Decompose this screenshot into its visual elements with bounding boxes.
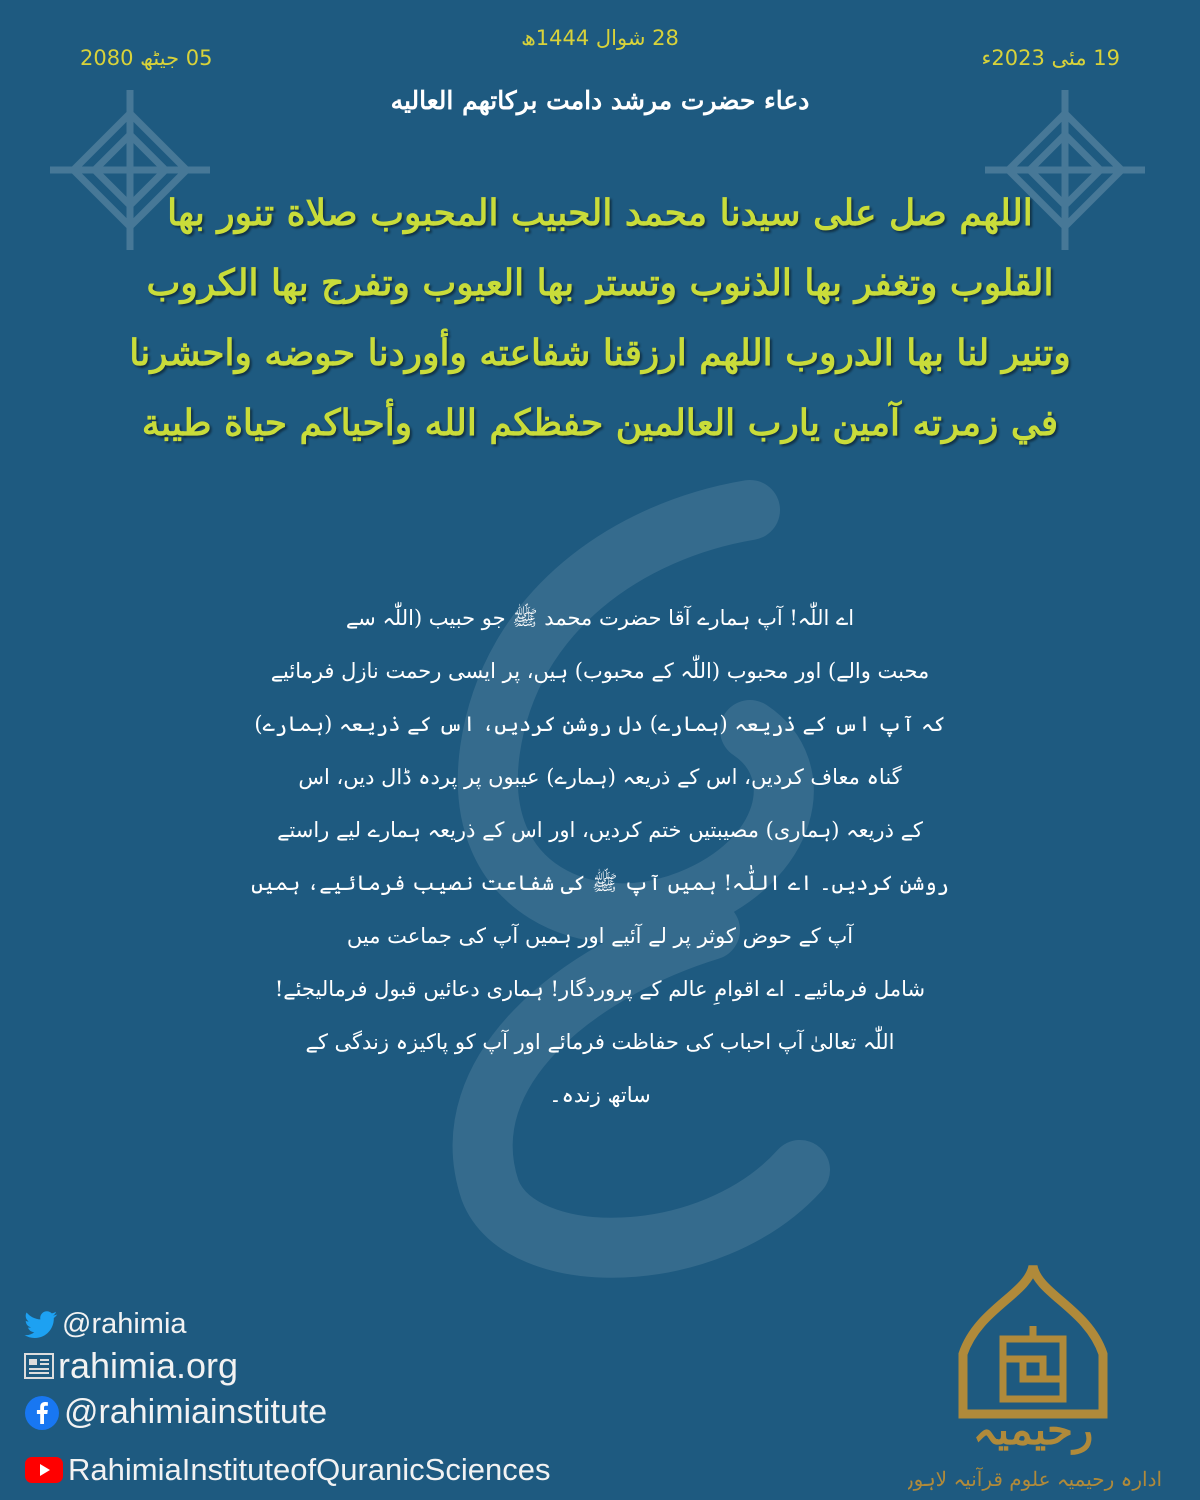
urdu-line: شامل فرمائیے۔ اے اقوامِ عالم کے پروردگار! ہماری دعائیں قبول فرمالیجئے!: [274, 977, 926, 1001]
urdu-line: کہ آپ اس کے ذریعہ (ہمارے) دل روشن کردیں، اس کے ذریعہ (ہمارے): [254, 712, 946, 736]
facebook-link[interactable]: [24, 1393, 327, 1432]
arabic-line: اللهم صل على سيدنا محمد الحبيب المحبوب صلاة تنور بها: [167, 192, 1033, 234]
urdu-line: گناہ معاف کردیں، اس کے ذریعہ (ہمارے) عیبوں پر پردہ ڈال دیں، اس: [298, 765, 902, 789]
arabic-dua: [90, 178, 1110, 458]
urdu-line: ساتھ زندہ۔: [549, 1083, 651, 1107]
bikrami-date: 05 جیٹھ 2080: [80, 46, 213, 70]
hijri-date: 28 شوال 1444ھ: [521, 26, 679, 50]
logo-subtitle: ادارہ رحیمیہ علوم قرآنیہ لاہور: [908, 1467, 1163, 1491]
gregorian-date: 19 مئی 2023ء: [981, 46, 1120, 70]
urdu-line: کے ذریعہ (ہماری) مصیبتیں ختم کردیں، اور اس کے ذریعہ ہمارے لیے راستے: [277, 818, 923, 842]
twitter-icon: [24, 1311, 58, 1339]
website-url: rahimia.org: [58, 1345, 239, 1386]
urdu-line: آپ کے حوض کوثر پر لے آئیے اور ہمیں آپ کی جماعت میں: [346, 924, 854, 948]
urdu-line: اے اللّٰہ! آپ ہمارے آقا حضرت محمد ﷺ جو حبیب (اللّٰہ سے: [345, 606, 855, 630]
facebook-icon: [24, 1395, 60, 1431]
facebook-handle: @rahimiainstitute: [64, 1393, 328, 1431]
youtube-icon: [24, 1456, 64, 1484]
arabic-line: وتنير لنا بها الدروب اللهم ارزقنا شفاعته وأوردنا حوضه واحشرنا: [129, 332, 1071, 374]
urdu-line: اللّٰہ تعالیٰ آپ احباب کی حفاظت فرمائے اور آپ کو پاکیزہ زندگی کے: [305, 1030, 895, 1054]
youtube-link[interactable]: [24, 1452, 550, 1488]
urdu-line: روشن کردیں۔ اے اللّٰہ! ہمیں آپ ﷺ کی شفاعت نصیب فرمائیے، ہمیں: [251, 871, 949, 895]
urdu-translation: [160, 592, 1040, 1122]
youtube-channel: RahimiaInstituteofQuranicSciences: [68, 1452, 551, 1487]
logo-wordmark: رحیمیہ: [972, 1405, 1094, 1454]
web-icon: [24, 1353, 54, 1379]
arabic-line: في زمرته آمين يارب العالمين حفظكم الله وأحياكم حياة طيبة: [141, 402, 1059, 444]
urdu-line: محبت والے) اور محبوب (اللّٰہ کے محبوب) ہیں، پر ایسی رحمت نازل فرمائیے: [270, 659, 930, 683]
rahimia-logo: [908, 1264, 1168, 1494]
website-link[interactable]: [24, 1345, 238, 1387]
twitter-link[interactable]: [24, 1308, 187, 1341]
page-title: دعاء حضرت مرشد دامت برکاتهم العالیه: [390, 86, 810, 115]
twitter-handle: @rahimia: [62, 1308, 187, 1340]
arabic-line: القلوب وتغفر بها الذنوب وتستر بها العيوب وتفرج بها الكروب: [146, 262, 1054, 304]
